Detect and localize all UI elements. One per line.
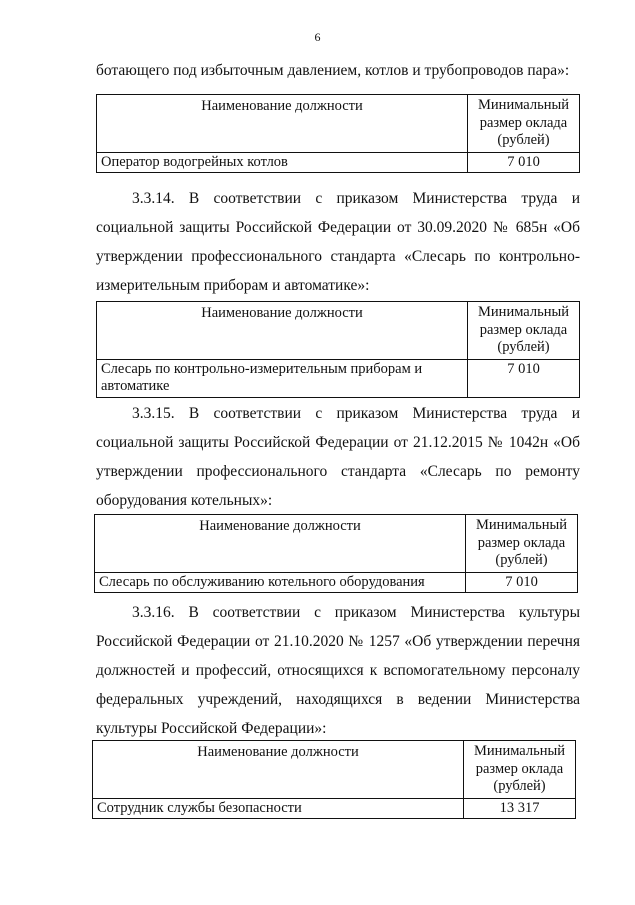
position-name: Слесарь по контрольно-измерительным приборам и автоматике (97, 359, 468, 397)
salary-value: 7 010 (468, 152, 580, 173)
salary-table-2 (96, 301, 580, 398)
position-name: Слесарь по обслуживанию котельного оборудования (95, 572, 466, 593)
salary-table-1 (96, 94, 580, 173)
header-position-name: Наименование должности (97, 95, 468, 153)
header-position-name: Наименование должности (97, 302, 468, 360)
position-name: Сотрудник службы безопасности (93, 798, 464, 819)
intro-line: ботающего под избыточным давлением, котлов и трубопроводов пара»: (96, 62, 570, 79)
paragraph-3-3-15: 3.3.15. В соответствии с приказом Министерства труда и социальной защиты Российской Федерации от 21.12.2015 № 1042н «Об утверждении профессионального стандарта «Слесарь по ремонту оборудования котельных»: (96, 405, 580, 509)
salary-value: 7 010 (468, 359, 580, 397)
position-name: Оператор водогрейных котлов (97, 152, 468, 173)
header-min-salary: Минимальный размер оклада (рублей) (468, 95, 580, 153)
page-number: 6 (314, 30, 321, 44)
header-min-salary: Минимальный размер оклада (рублей) (468, 302, 580, 360)
header-min-salary: Минимальный размер оклада (рублей) (464, 741, 576, 799)
header-position-name: Наименование должности (93, 741, 464, 799)
header-min-salary: Минимальный размер оклада (рублей) (466, 515, 578, 573)
paragraph-3-3-16: 3.3.16. В соответствии с приказом Министерства культуры Российской Федерации от 21.10.2020 № 1257 «Об утверждении перечня должностей и профессий, относящихся к вспомогательному персоналу федеральных учреждений, находящихся в ведении Министерства культуры Российской Федерации»: (96, 604, 580, 737)
salary-table-3 (94, 514, 578, 593)
paragraph-3-3-14: 3.3.14. В соответствии с приказом Министерства труда и социальной защиты Российской Федерации от 30.09.2020 № 685н «Об утверждении профессионального стандарта «Слесарь по контрольно-измерительным приборам и автоматике»: (96, 190, 580, 294)
header-position-name: Наименование должности (95, 515, 466, 573)
salary-value: 13 317 (464, 798, 576, 819)
salary-table-4 (92, 740, 576, 819)
salary-value: 7 010 (466, 572, 578, 593)
